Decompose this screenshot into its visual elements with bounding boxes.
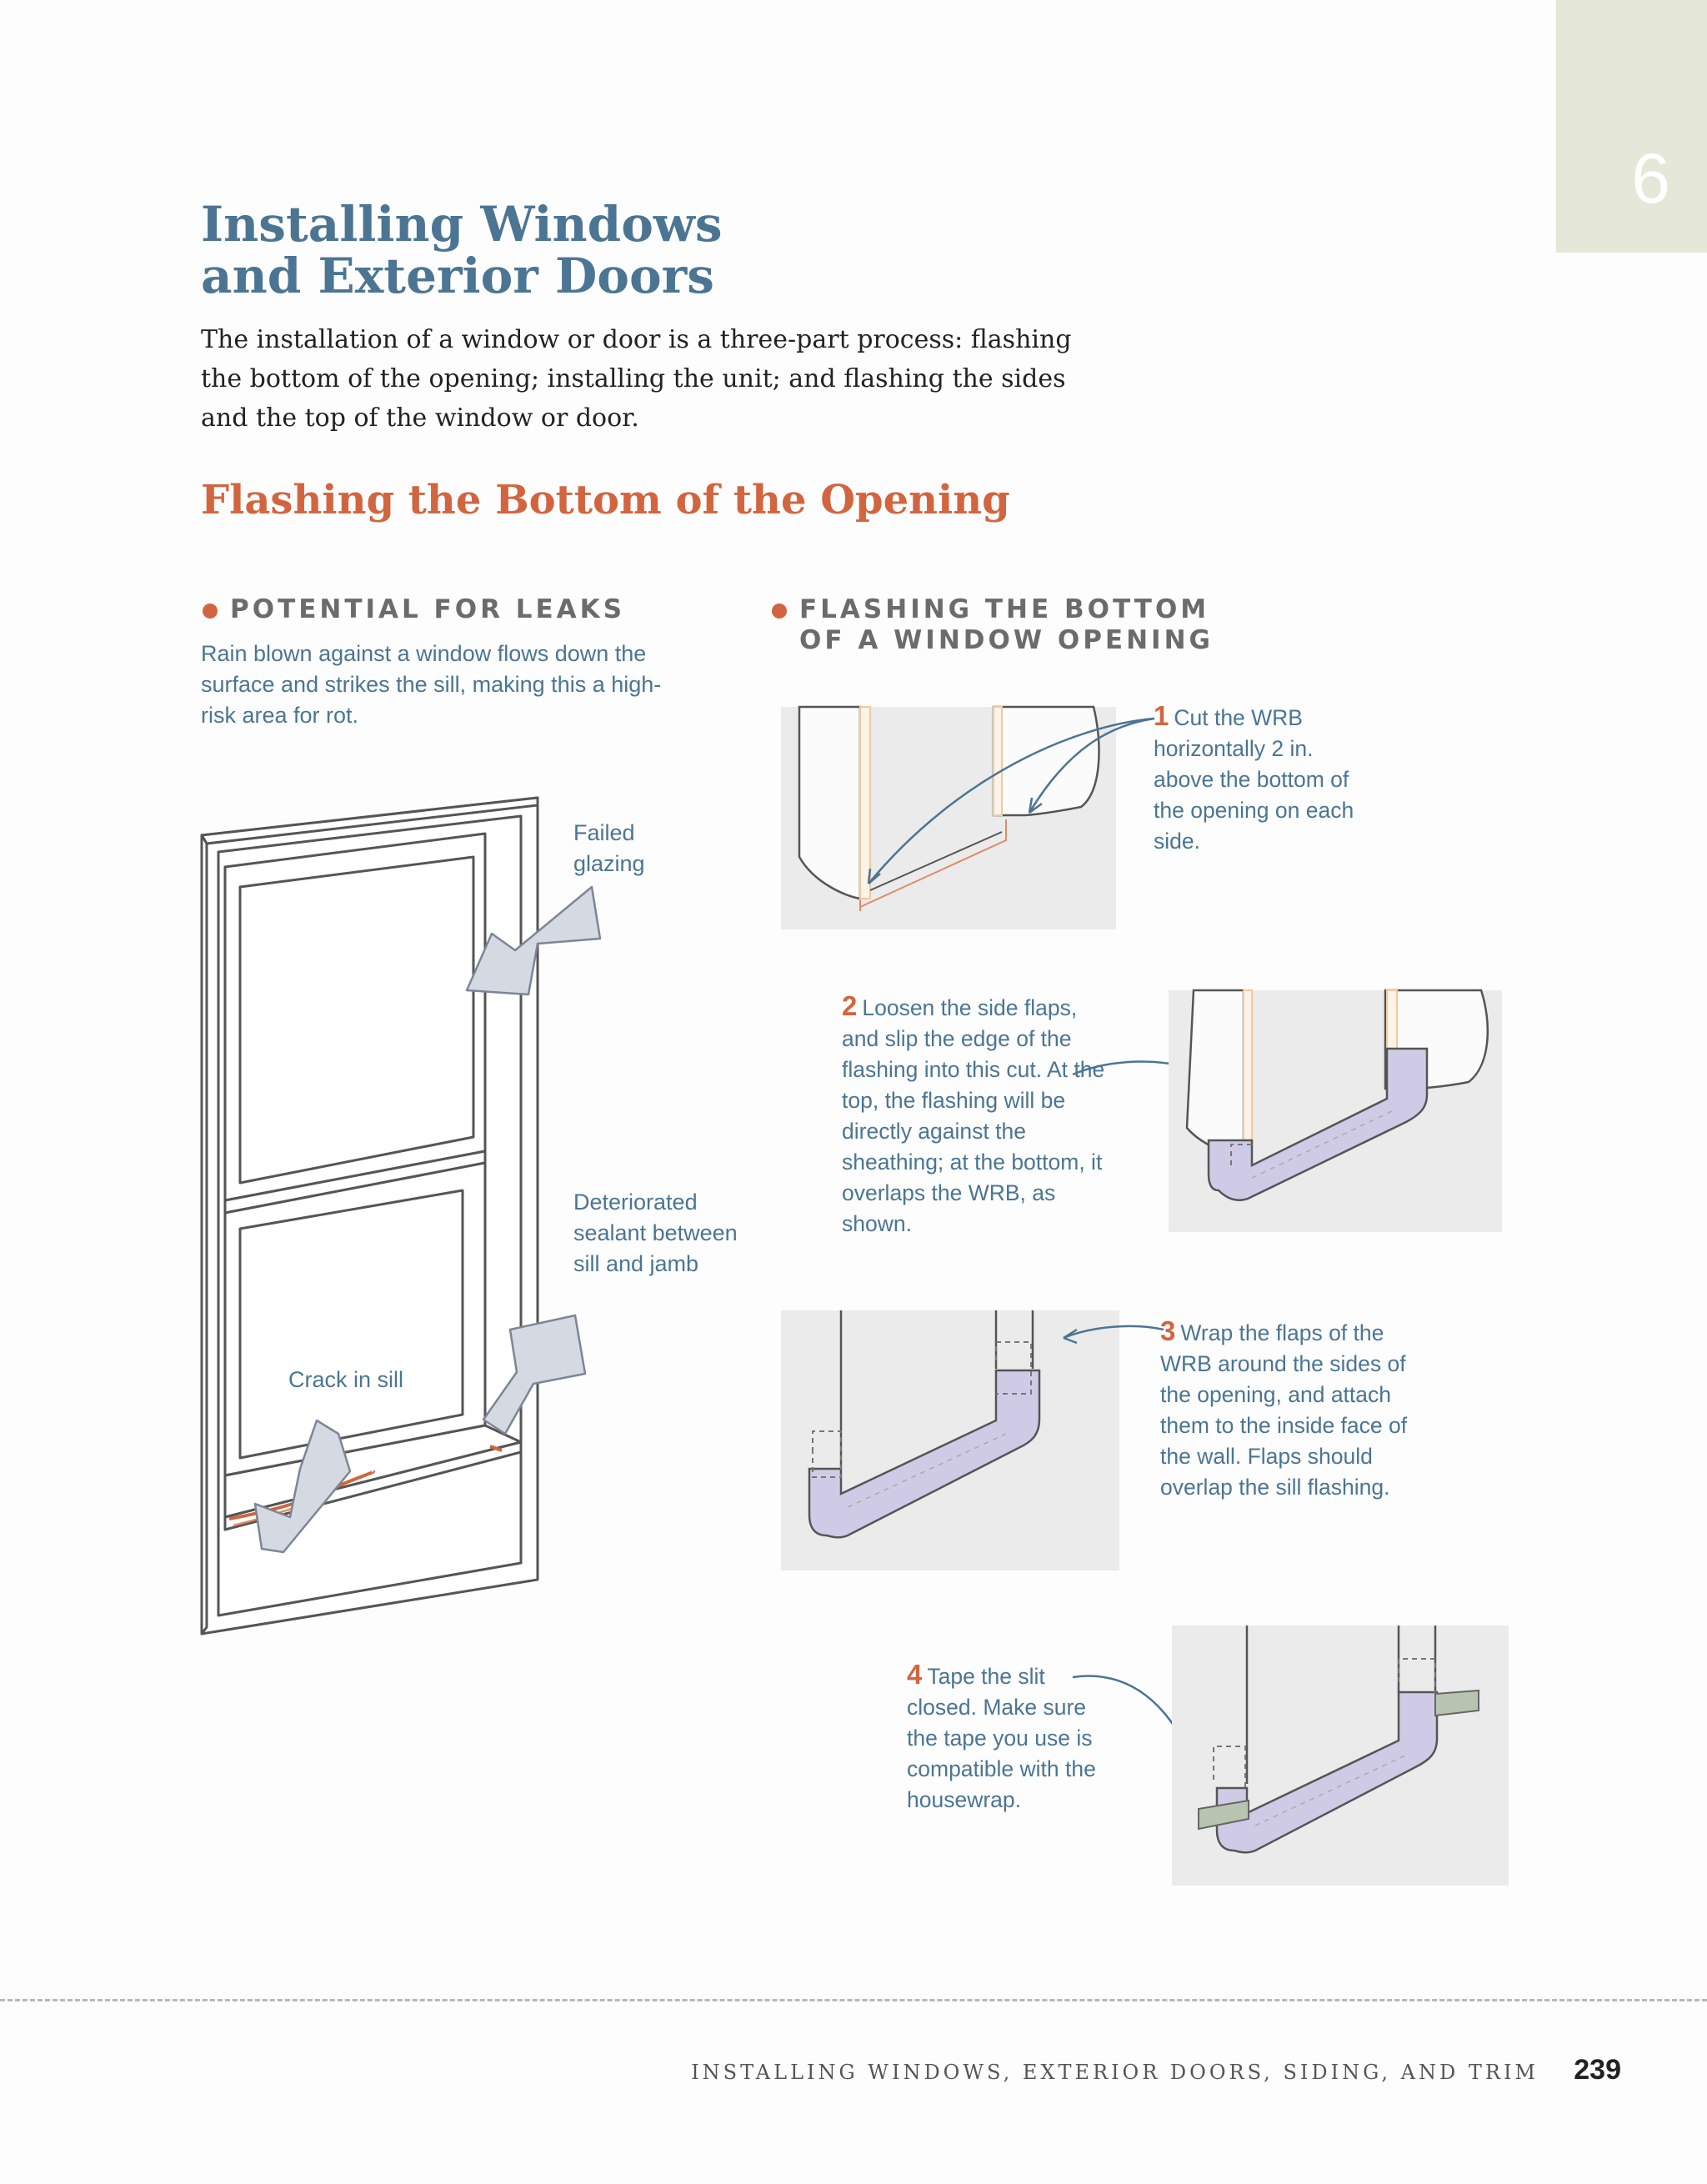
left-panel-description: Rain blown against a window flows down the surface and strikes the sill, making this a high-risk area for rot.	[201, 641, 662, 728]
page-title	[201, 198, 722, 302]
step-2-number: 2	[842, 990, 858, 1021]
label-crack-in-sill: Crack in sill	[288, 1367, 404, 1392]
running-head: INSTALLING WINDOWS, EXTERIOR DOORS, SIDING, AND TRIM	[691, 2061, 1539, 2084]
title-line-2: and Exterior Doors	[201, 248, 714, 304]
section-heading: Flashing the Bottom of the Opening	[201, 477, 1010, 523]
right-panel-heading: FLASHING THE BOTTOM OF A WINDOW OPENING	[799, 594, 1214, 655]
step-2-diagram	[1169, 990, 1502, 1232]
title-line-1: Installing Windows	[201, 196, 723, 253]
label-deteriorated-sealant: Deteriorated sealant between sill and jamb	[573, 1190, 738, 1276]
step-4-diagram	[1172, 1625, 1509, 1886]
window-illustration	[167, 784, 567, 1651]
page-number: 239	[1574, 2054, 1621, 2086]
step-3-pointer	[1059, 1321, 1167, 1346]
left-panel-heading: POTENTIAL FOR LEAKS	[230, 594, 626, 624]
label-failed-glazing: Failed glazing	[573, 820, 645, 876]
bullet-icon	[203, 604, 218, 619]
step-1-pointer	[859, 709, 1159, 892]
step-4-number: 4	[907, 1659, 923, 1690]
step-1-number: 1	[1154, 700, 1169, 731]
step-3-text: 3 Wrap the flaps of the WRB around the sides of the opening, and attach them to the inside face of the wall. Flaps should overlap the sill flashing.	[1160, 1315, 1408, 1500]
step-3-number: 3	[1160, 1315, 1176, 1346]
bullet-icon	[772, 604, 787, 619]
footer-divider	[0, 1999, 1707, 2001]
step-1-text: 1 Cut the WRB horizontally 2 in. above the bottom of the opening on each side.	[1154, 700, 1354, 854]
chapter-number: 6	[1631, 139, 1670, 218]
step-2-text: 2 Loosen the side flaps, and slip the edge of the flashing into this cut. At the top, the flashing will be directly against the sheathing; at the bottom, it overlaps the WRB, as shown.	[842, 990, 1105, 1236]
intro-paragraph: The installation of a window or door is a three-part process: flashing the bottom of the opening; installing the unit; and flashing the sides and the top of the window or door.	[201, 325, 1072, 433]
chapter-tab	[1556, 0, 1707, 253]
step-4-text: 4 Tape the slit closed. Make sure the tape you use is compatible with the housewrap.	[907, 1659, 1096, 1812]
step-3-diagram	[781, 1310, 1119, 1570]
